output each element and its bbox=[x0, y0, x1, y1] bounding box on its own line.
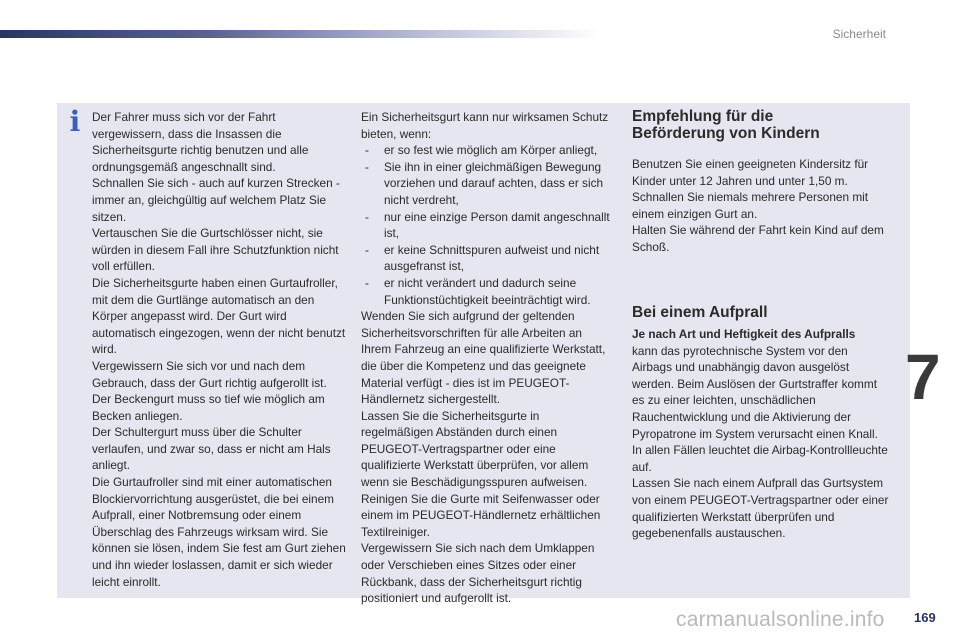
paragraph: Lassen Sie nach einem Aufprall das Gurtsystem von einem PEUGEOT-Vertragspartner oder einer qualifizierten Werkstatt überprüfen und gegebenenfalls austauschen. bbox=[632, 476, 889, 541]
header-gradient-bar bbox=[0, 30, 600, 38]
list-item: - er nicht verändert und dadurch seine Funktionstüchtigkeit beeinträchtigt wird. bbox=[361, 275, 613, 308]
paragraph: Der Schultergurt muss über die Schulter verlaufen, und zwar so, dass er nicht am Hals anliegt. bbox=[92, 425, 331, 473]
intro-text: kann das pyrotechnische System vor den Airbags und unabhängig davon ausgelöst werden. Beim Auslösen der Gurtstraffer kommt es zu einer leichten, unschädlichen Rauchentwicklung und die Aktivierung der Pyropatrone im System verursacht einen Knall. bbox=[632, 343, 878, 441]
paragraph: Halten Sie während der Fahrt kein Kind auf dem Schoß. bbox=[632, 223, 884, 254]
paragraph: Vertauschen Sie die Gurtschlösser nicht, sie würden in diesem Fall ihre Schutzfunktion nicht voll erfüllen. bbox=[92, 226, 339, 274]
paragraph: Schnallen Sie niemals mehrere Personen mit einem einzigen Gurt an. bbox=[632, 190, 869, 221]
heading-collision: Bei einem Aufprall bbox=[632, 304, 768, 321]
paragraph: Benutzen Sie einen geeigneten Kindersitz für Kinder unter 12 Jahren und unter 1,50 m. bbox=[632, 157, 869, 188]
heading-line: Beförderung von Kindern bbox=[632, 125, 820, 142]
paragraph: Die Sicherheitsgurte haben einen Gurtaufroller, mit dem die Gurtlänge automatisch an den Körper angepasst wird. Der Gurt wird automatisch eingezogen, wenn der nicht benutzt wird. bbox=[92, 275, 346, 357]
list-item: - Sie ihn in einer gleichmäßigen Bewegung vorziehen und darauf achten, dass er sich nicht verdreht, bbox=[361, 159, 613, 209]
column-belt-conditions bbox=[361, 109, 613, 607]
section-title: Sicherheit bbox=[832, 27, 886, 41]
list-item: - er so fest wie möglich am Körper anliegt, bbox=[361, 142, 613, 159]
condition-list bbox=[361, 142, 613, 308]
column-collision bbox=[632, 326, 890, 542]
paragraph: Vergewissern Sie sich nach dem Umklappen oder Verschieben eines Sitzes oder einer Rückbank, dass der Sicherheitsgurt richtig positioniert und aufgerollt ist. bbox=[361, 541, 595, 606]
page-number: 169 bbox=[914, 610, 936, 625]
paragraph: Die Gurtaufroller sind mit einer automatischen Blockiervorrichtung ausgerüstet, die bei einem Aufprall, einer Notbremsung oder einem Überschlag des Fahrzeugs wirksam wird. Sie können sie lösen, indem Sie fest am Gurt ziehen und ihn wieder loslassen, damit er sich wieder leicht einrollt. bbox=[92, 475, 346, 589]
paragraph: Lassen Sie die Sicherheitsgurte in regelmäßigen Abständen durch einen PEUGEOT-Vertragspartner oder eine qualifizierte Werkstatt überprüfen, vor allem wenn sie Beschädigungsspuren aufweisen. bbox=[361, 408, 589, 490]
bold-intro: Je nach Art und Heftigkeit des Aufpralls bbox=[632, 327, 856, 341]
heading-children bbox=[632, 108, 890, 142]
paragraph bbox=[632, 326, 890, 442]
list-intro: Ein Sicherheitsgurt kann nur wirksamen Schutz bieten, wenn: bbox=[361, 110, 609, 141]
paragraph: Der Fahrer muss sich vor der Fahrt vergewissern, dass die Insassen die Sicherheitsgurte richtig benutzen und alle ordnungsgemäß angeschnallt sind. bbox=[92, 110, 309, 174]
column-driver-responsibility bbox=[92, 109, 350, 590]
list-item: - nur eine einzige Person damit angeschnallt ist, bbox=[361, 209, 613, 242]
chapter-number: 7 bbox=[905, 341, 941, 413]
heading-line: Empfehlung für die bbox=[632, 108, 774, 125]
paragraph: Der Beckengurt muss so tief wie möglich am Becken anliegen. bbox=[92, 392, 325, 423]
paragraph: Wenden Sie sich aufgrund der geltenden Sicherheitsvorschriften für alle Arbeiten an Ihrem Fahrzeug an eine qualifizierte Werkstatt, die über die Kompetenz und das geeignete Material verfügt - dies ist im PEUGEOT-Händlernetz sichergestellt. bbox=[361, 309, 606, 407]
paragraph: Reinigen Sie die Gurte mit Seifenwasser oder einem im PEUGEOT-Händlernetz erhältlichen Textilreiniger. bbox=[361, 491, 601, 539]
list-item: - er keine Schnittspuren aufweist und nicht ausgefranst ist, bbox=[361, 242, 613, 275]
paragraph: In allen Fällen leuchtet die Airbag-Kontrollleuchte auf. bbox=[632, 443, 888, 474]
paragraph: Schnallen Sie sich - auch auf kurzen Strecken - immer an, gleichgültig auf welchem Platz Sie sitzen. bbox=[92, 176, 340, 224]
watermark: carmanualsonline.info bbox=[676, 608, 885, 631]
info-icon: i bbox=[69, 105, 81, 138]
column-children bbox=[632, 108, 890, 256]
paragraph: Vergewissern Sie sich vor und nach dem Gebrauch, dass der Gurt richtig aufgerollt ist. bbox=[92, 358, 327, 390]
